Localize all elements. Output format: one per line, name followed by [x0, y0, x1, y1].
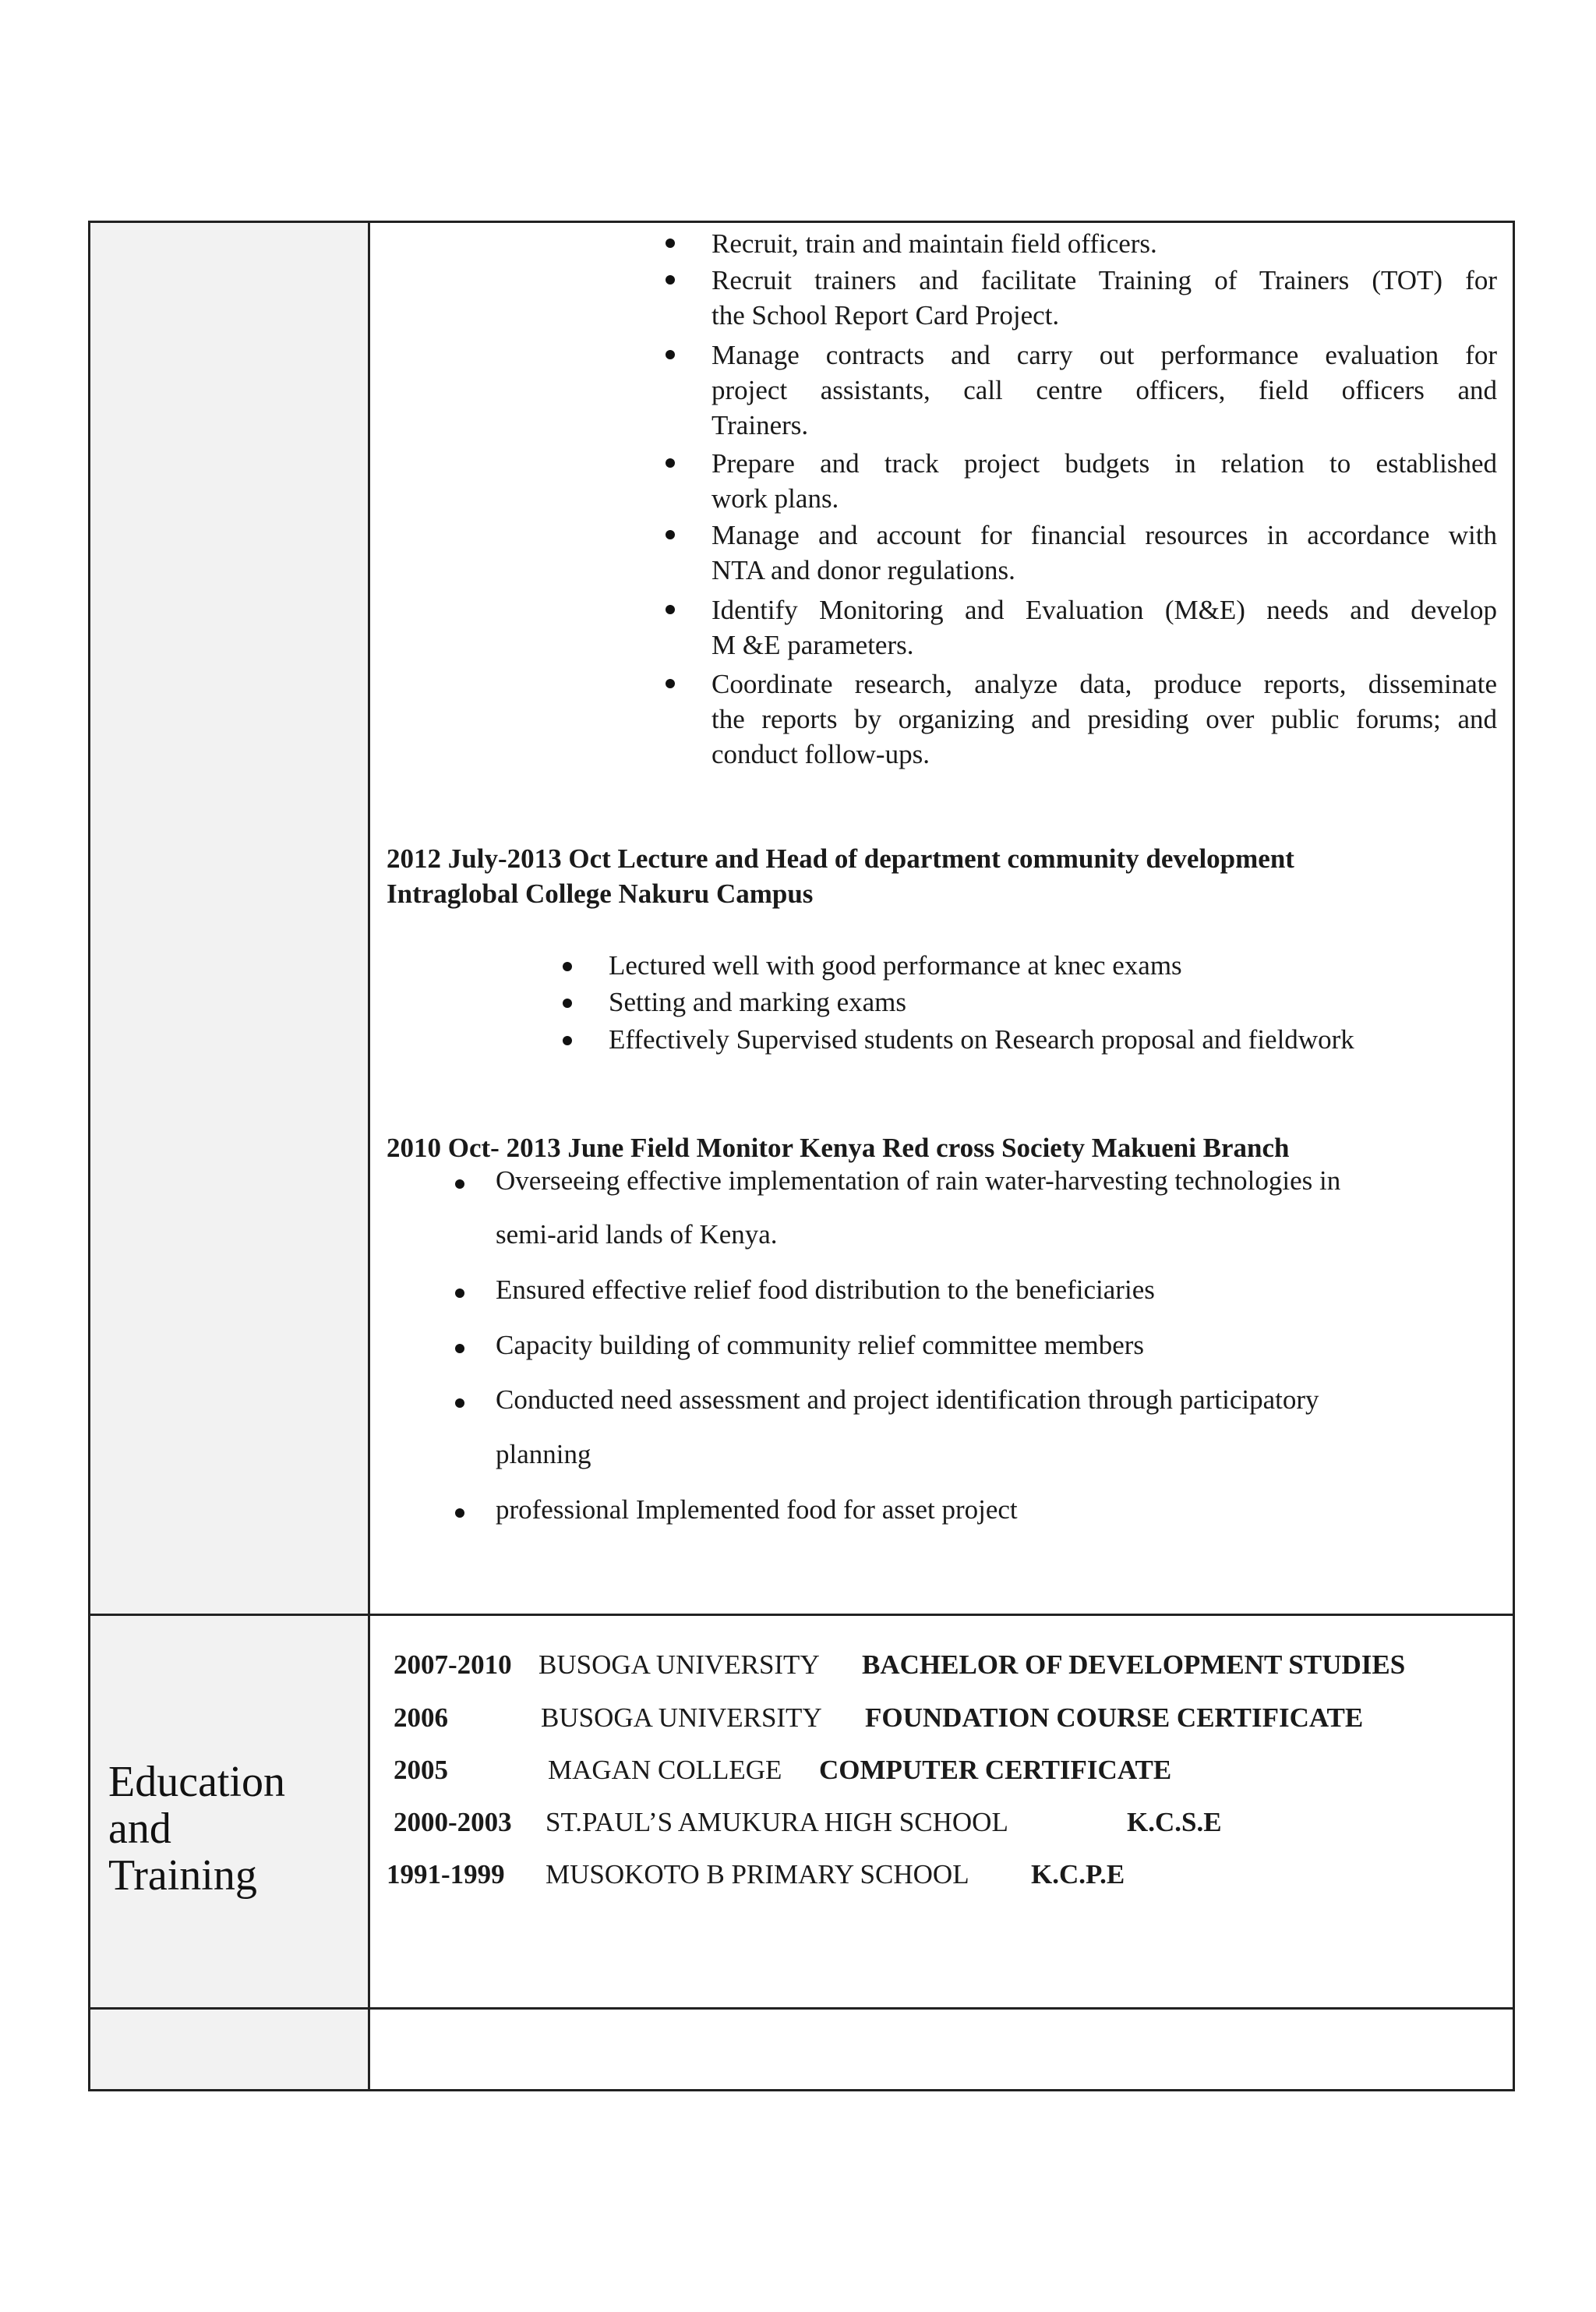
education-entry — [546, 1805, 1008, 1840]
duty-item: M &E parameters. — [711, 630, 914, 660]
duty-item: Manage contracts and carry out performance evaluation for — [711, 340, 1497, 370]
education-year: 2007-2010 — [394, 1649, 512, 1680]
section-label-education — [108, 1852, 257, 1899]
education-institution: BUSOGA UNIVERSITY — [538, 1649, 820, 1680]
duty-item: Recruit, train and maintain field officers. — [711, 228, 1157, 259]
row-divider — [90, 2007, 1513, 2010]
job-duty: Capacity building of community relief committee members — [496, 1330, 1145, 1360]
duty-item: work plans. — [711, 483, 839, 514]
duty-item: Manage and account for financial resources in accordance with — [711, 520, 1497, 550]
duty-item: Prepare and track project budgets in relation to established — [711, 448, 1497, 479]
education-entry — [1127, 1805, 1222, 1840]
education-award: K.C.P.E — [1031, 1859, 1125, 1890]
education-year: 2005 — [394, 1755, 448, 1785]
education-entry — [538, 1647, 820, 1682]
job-duty: professional Implemented food for asset project — [496, 1494, 1018, 1525]
section-label-education — [108, 1805, 171, 1852]
section-label-line: Training — [108, 1851, 257, 1900]
education-entry — [865, 1700, 1363, 1735]
job-heading: Intraglobal College Nakuru Campus — [387, 878, 814, 909]
education-award: K.C.S.E — [1127, 1807, 1222, 1837]
section-label-line: Education — [108, 1758, 286, 1806]
duty-item: the reports by organizing and presiding over public forums; and — [711, 704, 1497, 734]
job-duty: Conducted need assessment and project identification through participatory — [496, 1384, 1319, 1415]
education-entry — [546, 1857, 969, 1892]
job-duty: semi-arid lands of Kenya. — [496, 1219, 778, 1250]
duty-item: NTA and donor regulations. — [711, 555, 1015, 585]
education-institution: MAGAN COLLEGE — [548, 1755, 782, 1785]
job-duty: Ensured effective relief food distribution to the beneficiaries — [496, 1274, 1155, 1305]
education-award: FOUNDATION COURSE CERTIFICATE — [865, 1702, 1364, 1733]
job-duty: planning — [496, 1439, 591, 1469]
section-label-education — [108, 1759, 285, 1805]
cv-table — [88, 221, 1515, 2091]
duty-item: Identify Monitoring and Evaluation (M&E) needs and develop — [711, 595, 1497, 625]
education-entry — [1031, 1857, 1125, 1892]
job-duty: Effectively Supervised students on Research proposal and fieldwork — [609, 1024, 1354, 1055]
education-entry — [387, 1857, 505, 1892]
education-entry — [819, 1752, 1171, 1787]
education-year: 2000-2003 — [394, 1807, 512, 1837]
education-year: 2006 — [394, 1702, 448, 1733]
education-entry — [541, 1700, 822, 1735]
education-entry — [394, 1647, 512, 1682]
duty-item: Recruit trainers and facilitate Training of Trainers (TOT) for — [711, 265, 1497, 295]
duty-item: Coordinate research, analyze data, produce reports, disseminate — [711, 669, 1497, 699]
duty-item: conduct follow-ups. — [711, 739, 930, 769]
job-duty: Setting and marking exams — [609, 987, 907, 1017]
section-label-line: and — [108, 1805, 171, 1853]
row-divider — [90, 1614, 1513, 1616]
education-award: BACHELOR OF DEVELOPMENT STUDIES — [862, 1649, 1406, 1680]
education-institution: BUSOGA UNIVERSITY — [541, 1702, 822, 1733]
job-heading: 2012 July-2013 Oct Lecture and Head of department community development — [387, 843, 1294, 874]
education-award: COMPUTER CERTIFICATE — [819, 1755, 1172, 1785]
job-duty: Overseeing effective implementation of rain water-harvesting technologies in — [496, 1165, 1341, 1196]
duty-item: Trainers. — [711, 410, 809, 440]
education-entry — [394, 1805, 512, 1840]
education-institution: MUSOKOTO B PRIMARY SCHOOL — [546, 1859, 969, 1890]
duty-item: project assistants, call centre officers, field officers and — [711, 375, 1497, 405]
duty-item: the School Report Card Project. — [711, 300, 1060, 331]
education-entry — [548, 1752, 782, 1787]
job-duty: Lectured well with good performance at knec exams — [609, 950, 1182, 981]
education-entry — [862, 1647, 1405, 1682]
education-entry — [394, 1752, 448, 1787]
education-year: 1991-1999 — [387, 1859, 505, 1890]
education-institution: ST.PAUL’S AMUKURA HIGH SCHOOL — [546, 1807, 1008, 1837]
education-entry — [394, 1700, 448, 1735]
job-heading: 2010 Oct- 2013 June Field Monitor Kenya Red cross Society Makueni Branch — [387, 1133, 1290, 1163]
